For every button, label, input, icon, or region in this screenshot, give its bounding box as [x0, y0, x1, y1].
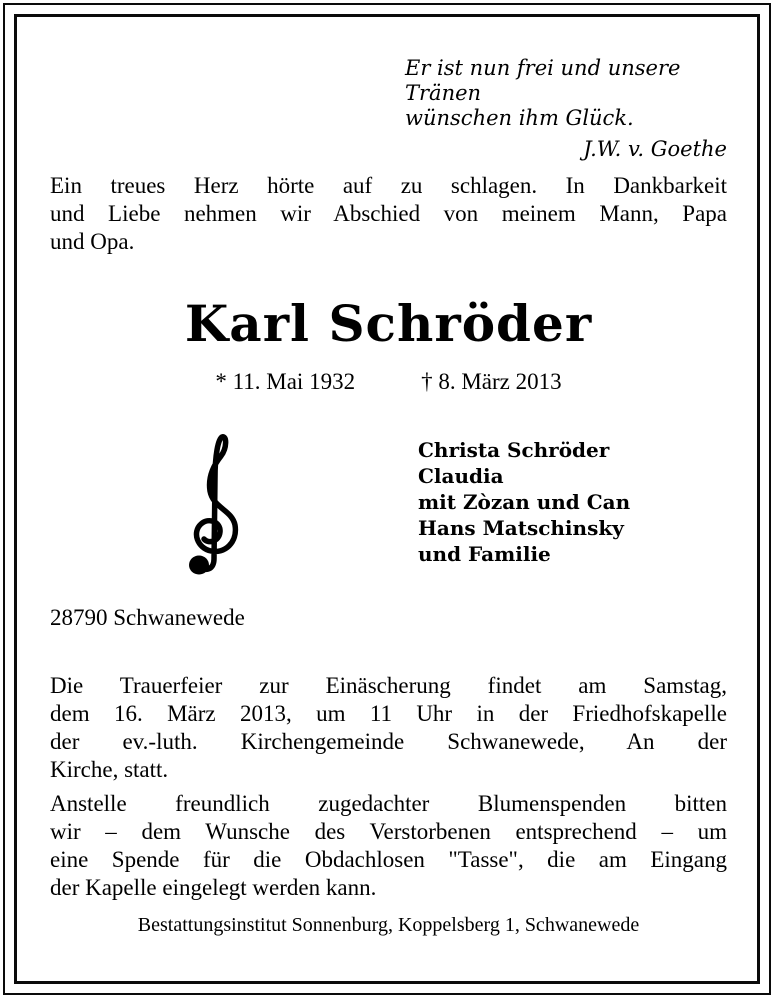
mourner-name: mit Zòzan und Can: [418, 490, 631, 514]
life-dates: [50, 368, 727, 396]
mourner-name: und Familie: [418, 542, 551, 566]
funeral-info-line: Kirche, statt.: [50, 757, 169, 782]
intro-line: Ein treues Herz hörte auf zu schlagen. In Dankbarkeit: [50, 173, 727, 198]
mourner-name: Christa Schröder: [418, 438, 610, 462]
quote-line: wünschen ihm Glück.: [405, 106, 634, 130]
funeral-info-line: dem 16. März 2013, um 11 Uhr in der Friedhofskapelle: [50, 701, 727, 726]
deceased-name: Karl Schröder: [184, 294, 593, 353]
donation-request-line: der Kapelle eingelegt werden kann.: [50, 875, 377, 900]
funeral-info-paragraph: [50, 672, 727, 784]
funeral-info-line: der ev.-luth. Kirchengemeinde Schwanewede, An der: [50, 729, 727, 754]
birth-date: * 11. Mai 1932: [215, 369, 356, 394]
mourner-name: Claudia: [418, 464, 504, 488]
funeral-home-line: Bestattungsinstitut Sonnenburg, Koppelsberg 1, Schwanewede: [137, 914, 640, 936]
intro-line: und Opa.: [50, 229, 135, 254]
funeral-info-line: Die Trauerfeier zur Einäscherung findet am Samstag,: [50, 673, 727, 698]
quote-attribution: J.W. v. Goethe: [583, 137, 727, 161]
mourners-list: [418, 437, 630, 567]
mourner-name: Hans Matschinsky: [418, 516, 624, 540]
intro-paragraph: [50, 172, 727, 256]
donation-request-line: eine Spende für die Obdachlosen "Tasse", die am Eingang: [50, 847, 727, 872]
goethe-quote: [405, 56, 727, 162]
postal-location: 28790 Schwanewede: [50, 605, 245, 630]
death-date: † 8. März 2013: [421, 369, 562, 394]
intro-line: und Liebe nehmen wir Abschied von meinem Mann, Papa: [50, 201, 727, 226]
quote-line: Er ist nun frei und unsere Tränen: [405, 56, 681, 105]
donation-request-line: Anstelle freundlich zugedachter Blumenspenden bitten: [50, 791, 727, 816]
donation-request-paragraph: [50, 790, 727, 902]
treble-clef-icon: [184, 426, 248, 578]
donation-request-line: wir – dem Wunsche des Verstorbenen entsprechend – um: [50, 819, 727, 844]
